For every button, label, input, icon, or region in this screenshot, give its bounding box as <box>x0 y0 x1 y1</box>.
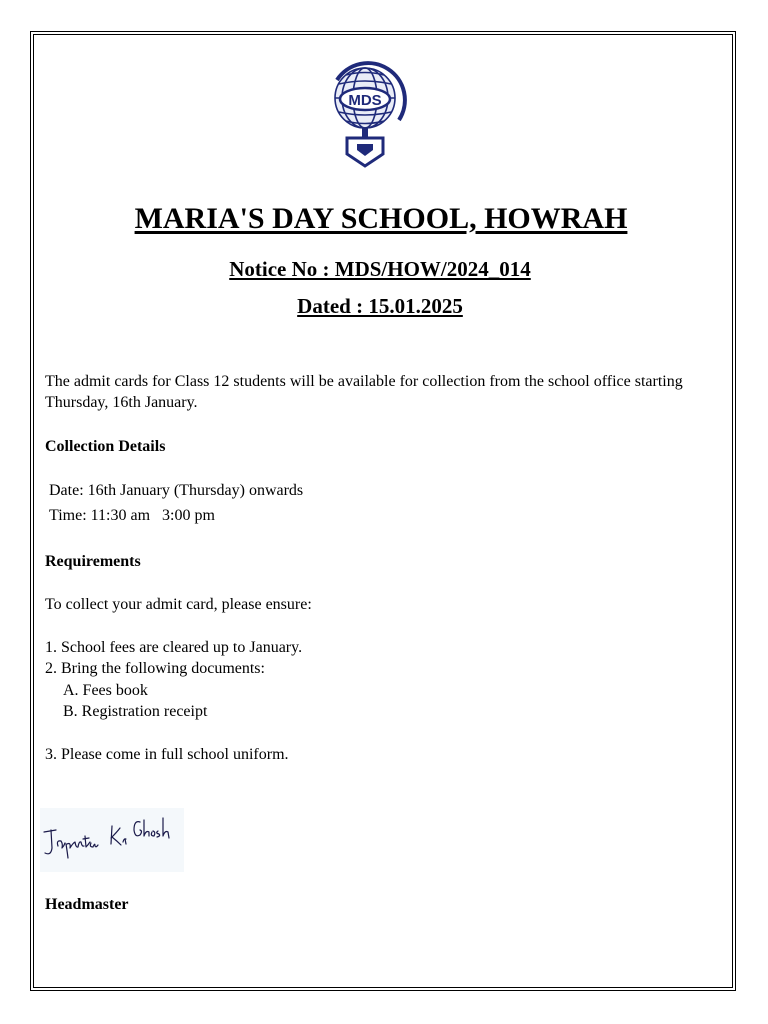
logo-text: MDS <box>348 92 382 109</box>
collection-date: Date: 16th January (Thursday) onwards <box>49 482 304 499</box>
requirements-heading: Requirements <box>45 553 141 570</box>
handwritten-signature <box>40 808 192 873</box>
list-item: 3. Please come in full school uniform. <box>45 746 289 763</box>
notice-number: Notice No : MDS/HOW/2024_014 <box>229 257 531 281</box>
requirements-intro: To collect your admit card, please ensure: <box>45 596 312 613</box>
collection-time: Time: 11:30 am 3:00 pm <box>49 507 215 524</box>
signature-text: Jayanta Kr Ghosh <box>184 872 192 873</box>
list-item: 2. Bring the following documents: <box>45 660 265 677</box>
signatory-title: Headmaster <box>45 896 129 913</box>
list-subitem: B. Registration receipt <box>63 703 208 720</box>
list-item: 1. School fees are cleared up to January. <box>45 639 303 656</box>
intro-paragraph: The admit cards for Class 12 students will be available for collection from the school office starting Thursday, 16th January. <box>45 373 683 411</box>
school-name: MARIA'S DAY SCHOOL, HOWRAH <box>134 202 628 235</box>
list-subitem: A. Fees book <box>63 682 148 699</box>
school-logo <box>313 58 425 170</box>
collection-heading: Collection Details <box>45 438 166 455</box>
notice-date: Dated : 15.01.2025 <box>297 294 463 318</box>
